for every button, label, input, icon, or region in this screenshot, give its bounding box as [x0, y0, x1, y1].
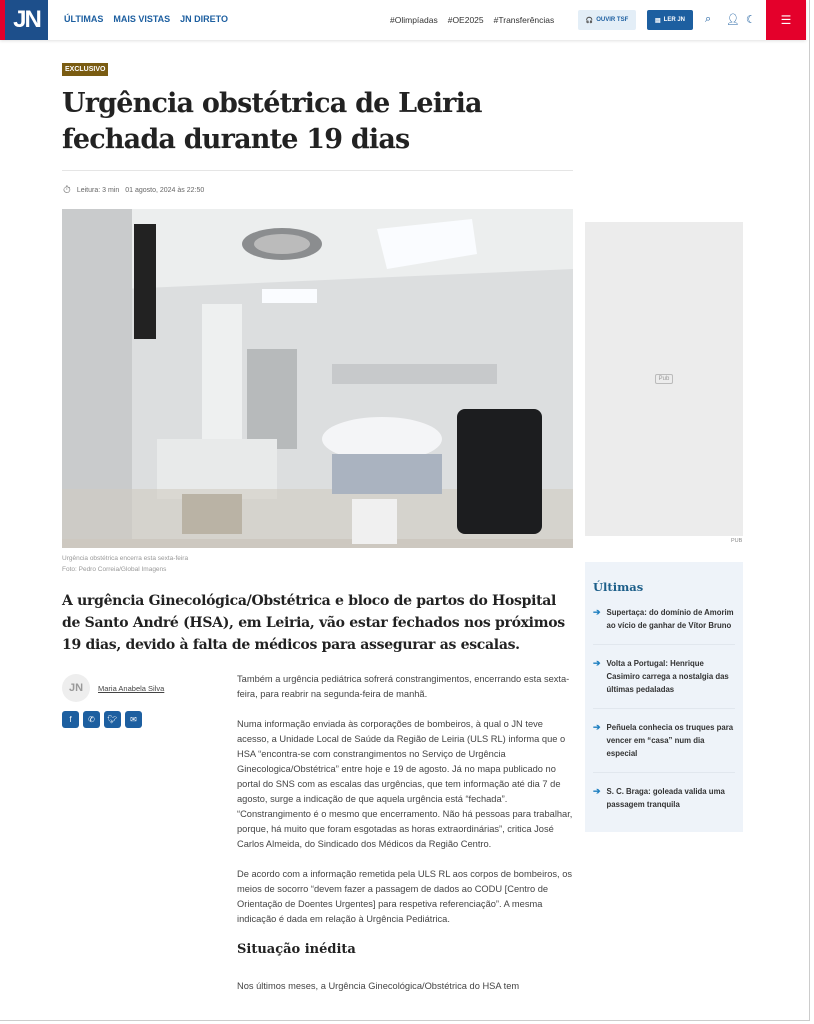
- tag-transferencias[interactable]: #Transferências: [493, 15, 555, 25]
- menu-icon: ☰: [780, 13, 792, 27]
- dark-mode-moon-icon[interactable]: ☾: [746, 14, 756, 26]
- ouvir-tsf-label: OUVIR TSF: [596, 17, 629, 23]
- headphones-icon: 🎧: [585, 17, 594, 24]
- facebook-icon[interactable]: f: [62, 711, 79, 728]
- main-nav: [64, 14, 228, 24]
- nav-mais-vistas[interactable]: MAIS VISTAS: [113, 14, 171, 24]
- latest-item-title: S. C. Braga: goleada valida uma passagem tranquila: [606, 787, 725, 809]
- arrow-right-icon: ➔: [593, 722, 601, 732]
- newspaper-icon: ▤: [654, 17, 661, 24]
- photo-credit: Foto: Pedro Correia/Global Imagens: [62, 566, 167, 573]
- paragraph: De acordo com a informação remetida pela ULS RL aos corpos de bombeiros, os meios de socorro “devem fazer a passagem de dados ao CODU [Centro de Orientação de Doentes Urgentes] para respetiva referenciação”. A mesma indicação é dada em relação à Urgência Pediátrica.: [237, 869, 573, 924]
- latest-item-title: Supertaça: do domínio de Amorim ao vício de ganhar de Vítor Bruno: [606, 608, 734, 630]
- latest-item[interactable]: [593, 653, 735, 709]
- author-block: [62, 674, 164, 702]
- exclusive-badge: EXCLUSIVO: [62, 63, 108, 76]
- publish-date: 01 agosto, 2024 às 22:50: [125, 187, 205, 194]
- ler-jn-label: LER JN: [663, 17, 685, 23]
- site-header: [0, 0, 806, 40]
- jn-logo[interactable]: JN: [0, 0, 48, 40]
- caption-text: Urgência obstétrica encerra esta sexta-feira: [62, 555, 189, 562]
- twitter-icon[interactable]: 🐦︎: [104, 711, 121, 728]
- subheading: Situação inédita: [237, 942, 356, 957]
- latest-item[interactable]: [593, 781, 735, 823]
- arrow-right-icon: ➔: [593, 607, 601, 617]
- article-lead: A urgência Ginecológica/Obstétrica e bloco de partos do Hospital de Santo André (HSA), em Leiria, vão estar fechados nos próximos 19 dias, devido à falta de médicos para assegurar as escalas.: [62, 593, 565, 653]
- email-icon[interactable]: ✉: [125, 711, 142, 728]
- pub-label: PUB: [731, 538, 743, 544]
- article-title: Urgência obstétrica de Leiria fechada durante 19 dias: [62, 88, 482, 155]
- whatsapp-icon[interactable]: ✆: [83, 711, 100, 728]
- latest-item[interactable]: [593, 602, 735, 645]
- share-buttons: [62, 711, 142, 728]
- nav-jn-direto[interactable]: JN DIRETO: [180, 14, 229, 24]
- menu-button[interactable]: [766, 0, 806, 40]
- ouvir-tsf-button[interactable]: [578, 10, 636, 30]
- author-avatar: JN: [62, 674, 90, 702]
- arrow-right-icon: ➔: [593, 658, 601, 668]
- photo-caption: [62, 553, 188, 575]
- tag-olimpiadas[interactable]: #Olimpíadas: [390, 15, 438, 25]
- paragraph: Nos últimos meses, a Urgência Ginecológica/Obstétrica do HSA tem: [237, 981, 520, 991]
- trending-tags: [390, 15, 554, 25]
- nav-ultimas[interactable]: ÚLTIMAS: [64, 14, 104, 24]
- arrow-right-icon: ➔: [593, 786, 601, 796]
- latest-news-box: [585, 562, 743, 832]
- divider: [62, 170, 573, 171]
- article-body: [237, 672, 577, 1009]
- latest-item[interactable]: [593, 717, 735, 773]
- latest-item-title: Peñuela conhecia os truques para vencer em “casa” num dia especial: [606, 723, 734, 758]
- user-icon[interactable]: 👤︎: [726, 14, 740, 26]
- ler-jn-button[interactable]: [647, 10, 693, 30]
- ad-label: Pub: [655, 374, 674, 384]
- advertisement[interactable]: [585, 222, 743, 536]
- latest-item-title: Volta a Portugal: Henrique Casimiro carrega a nostalgia das últimas pedaladas: [606, 659, 729, 694]
- stopwatch-icon: ⏱: [63, 185, 71, 196]
- article-meta: [63, 185, 204, 196]
- author-link[interactable]: Maria Anabela Silva: [98, 683, 165, 693]
- tag-oe2025[interactable]: #OE2025: [447, 15, 484, 25]
- article-photo[interactable]: [62, 209, 573, 548]
- latest-title: Últimas: [593, 580, 644, 594]
- paragraph: Também a urgência pediátrica sofrerá constrangimentos, encerrando esta sexta-feira, para reabrir na segunda-feira de manhã.: [237, 674, 570, 699]
- reading-time: Leitura: 3 min: [76, 187, 120, 194]
- paragraph: Numa informação enviada às corporações de bombeiros, à qual o JN teve acesso, a Unidade Local de Saúde da Região de Leiria (ULS RL) informa que o HSA “encontra-se com constrangimentos no Serviço de Urgência Ginecologica/Obstétrica” entre hoje e 19 de agosto. Já no mapa publicado no portal do SNS com as escalas das urgências, que tem informação até dia 7 de agosto, surge a indicação de que aquela urgência está “fechada”. “Constrangimento é o mesmo que encerramento. Não há pessoas para trabalhar, porque, há muito que foram esgotadas as horas extraordinárias”, critica José Carlos Almeida, do Sindicado dos Médicos da Região Centro.: [237, 719, 573, 849]
- search-icon[interactable]: ⌕: [705, 13, 712, 25]
